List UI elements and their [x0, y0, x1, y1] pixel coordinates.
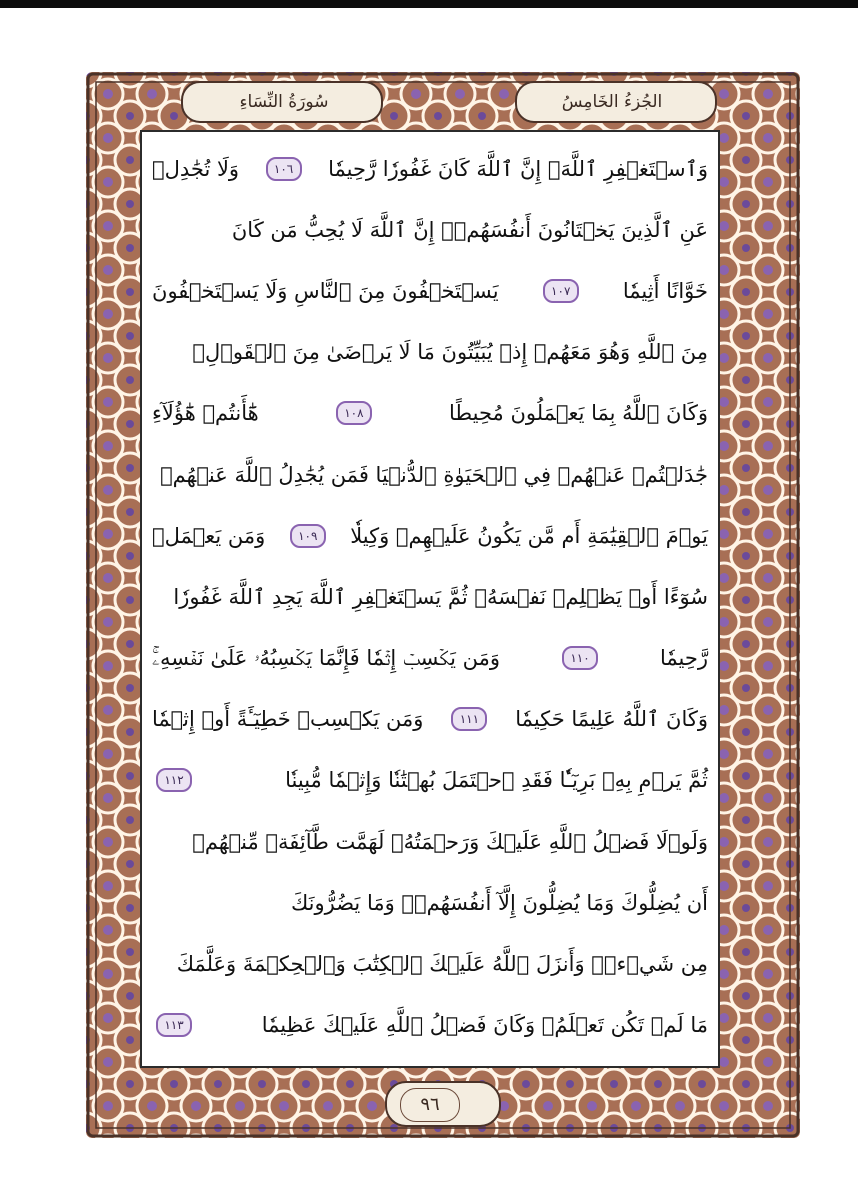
text-line [152, 138, 708, 199]
text-line [152, 628, 708, 689]
text-line [152, 811, 708, 872]
verse-text: هَٰٓأَنتُمۡ هَٰٓؤُلَآءِ [152, 401, 259, 426]
verse-text: خَوَّانًا أَثِيمٗا [622, 278, 708, 303]
ayah-number-marker: ١١٣ [156, 1013, 192, 1037]
text-line [152, 505, 708, 566]
verse-text: مِن شَيۡءٖۚ وَأَنزَلَ ٱللَّهُ عَلَيۡكَ ٱلۡكِتَٰبَ وَٱلۡحِكۡمَةَ وَعَلَّمَكَ [176, 952, 708, 977]
text-line [152, 383, 708, 444]
ayah-number-marker: ١١٠ [562, 646, 598, 670]
ayah-number-marker: ١٠٩ [290, 524, 326, 548]
verse-text: رَّحِيمٗا [660, 646, 708, 671]
quran-text-lines [152, 138, 708, 1056]
ayah-number-marker: ١١١ [451, 707, 487, 731]
verse-text: وَلَا تُجَٰدِلۡ [152, 156, 240, 181]
ayah-number-marker: ١٠٧ [543, 279, 579, 303]
surah-title: سُورَةُ النِّسَاءِ [239, 92, 329, 112]
text-line [152, 444, 708, 505]
verse-text: وَلَوۡلَا فَضۡلُ ٱللَّهِ عَلَيۡكَ وَرَحۡمَتُهُۥ لَهَمَّت طَّآئِفَةٞ مِّنۡهُمۡ [192, 829, 708, 854]
verse-text: وَمَن يَكۡسِبۡ إِثۡمٗا فَإِنَّمَا يَكۡسِبُهُۥ عَلَىٰ نَفۡسِهِۦۚ [152, 645, 500, 670]
verse-text: يَسۡتَخۡفُونَ مِنَ ٱلنَّاسِ وَلَا يَسۡتَخۡفُونَ [152, 278, 499, 303]
ayah-number-marker: ١١٢ [156, 768, 192, 792]
verse-text: عَنِ ٱلَّذِينَ يَخۡتَانُونَ أَنفُسَهُمۡۚ إِنَّ ٱللَّهَ لَا يُحِبُّ مَن كَانَ [231, 217, 708, 242]
text-line [152, 995, 708, 1056]
ayah-number-marker: ١٠٦ [266, 157, 302, 181]
text-line [152, 199, 708, 260]
verse-text: مَا لَمۡ تَكُن تَعۡلَمُۚ وَكَانَ فَضۡلُ ٱللَّهِ عَلَيۡكَ عَظِيمٗا [261, 1013, 708, 1038]
verse-text: مِنَ ٱللَّهِ وَهُوَ مَعَهُمۡ إِذۡ يُبَيِّتُونَ مَا لَا يَرۡضَىٰ مِنَ ٱلۡقَوۡلِۚ [192, 340, 708, 365]
verse-text: وَكَانَ ٱللَّهُ عَلِيمًا حَكِيمٗا [515, 707, 708, 732]
top-bar [0, 0, 858, 8]
text-line [152, 260, 708, 321]
juz-title: الجُزءُ الخَامِسُ [561, 92, 663, 112]
page-number: ٩٦ [400, 1088, 460, 1122]
verse-text: وَمَن يَعۡمَلۡ [152, 523, 266, 548]
verse-text: سُوٓءًا أَوۡ يَظۡلِمۡ نَفۡسَهُۥ ثُمَّ يَسۡتَغۡفِرِ ٱللَّهَ يَجِدِ ٱللَّهَ غَفُورٗا [173, 584, 708, 609]
verse-text: وَٱسۡتَغۡفِرِ ٱللَّهَۖ إِنَّ ٱللَّهَ كَانَ غَفُورٗا رَّحِيمٗا [328, 156, 708, 181]
verse-text: جَٰدَلۡتُمۡ عَنۡهُمۡ فِي ٱلۡحَيَوٰةِ ٱلدُّنۡيَا فَمَن يُجَٰدِلُ ٱللَّهَ عَنۡهُمۡ [160, 462, 708, 487]
text-line [152, 872, 708, 933]
text-line [152, 566, 708, 627]
text-line [152, 933, 708, 994]
verse-text: وَكَانَ ٱللَّهُ بِمَا يَعۡمَلُونَ مُحِيطًا [449, 401, 708, 426]
verse-text: يَوۡمَ ٱلۡقِيَٰمَةِ أَم مَّن يَكُونُ عَلَيۡهِمۡ وَكِيلٗا [350, 523, 708, 548]
text-line [152, 750, 708, 811]
verse-text: وَمَن يَكۡسِبۡ خَطِيٓـَٔةً أَوۡ إِثۡمٗا [152, 707, 424, 732]
verse-text: أَن يُضِلُّوكَ وَمَا يُضِلُّونَ إِلَّآ أَنفُسَهُمۡۖ وَمَا يَضُرُّونَكَ [290, 890, 708, 915]
ayah-number-marker: ١٠٨ [336, 401, 372, 425]
text-line [152, 322, 708, 383]
text-line [152, 689, 708, 750]
verse-text: ثُمَّ يَرۡمِ بِهِۦ بَرِيٓـٔٗا فَقَدِ ٱحۡتَمَلَ بُهۡتَٰنٗا وَإِثۡمٗا مُّبِينٗا [285, 768, 708, 793]
